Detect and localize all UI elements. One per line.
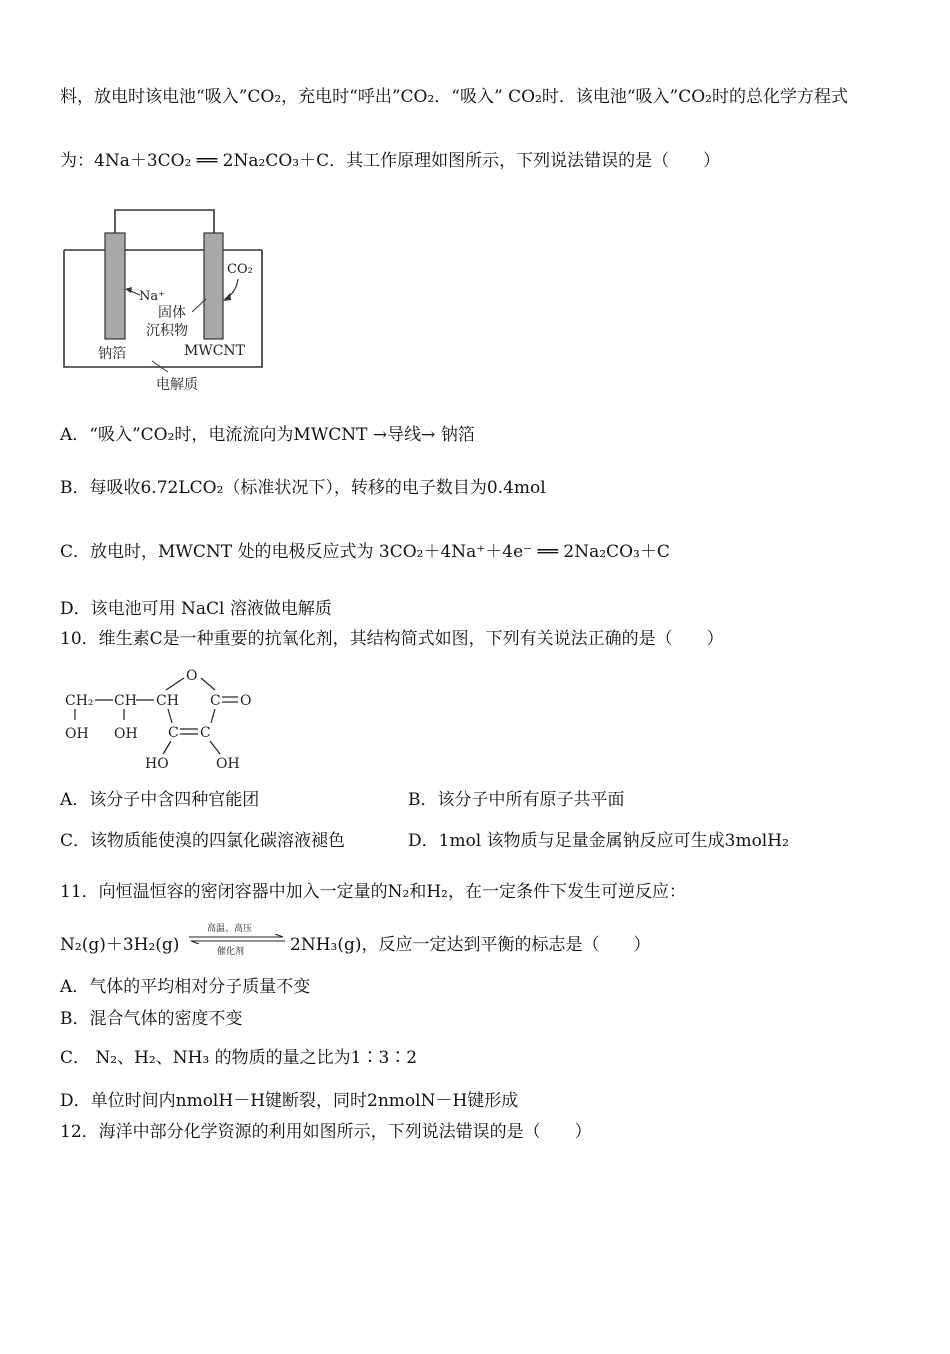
svg-text:HO: HO: [145, 756, 169, 772]
na-ion-label: Na⁺: [139, 289, 165, 304]
q11-option-d: D．单位时间内nmolH－H键断裂，同时2nmolN－H键形成: [60, 1091, 519, 1111]
reaction-condition-top: 高温、高压: [207, 924, 253, 934]
external-wire: [115, 210, 214, 233]
svg-text:OH: OH: [114, 726, 138, 742]
q10-option-b: B．该分子中所有原子共平面: [408, 790, 625, 810]
q11-stem: 11．向恒温恒容的密闭容器中加入一定量的N₂和H₂，在一定条件下发生可逆反应：: [60, 882, 686, 902]
svg-text:O: O: [240, 693, 252, 709]
mwcnt-label: MWCNT: [184, 343, 246, 359]
q9-option-d: D．该电池可用 NaCl 溶液做电解质: [60, 599, 332, 619]
q11-option-b: B．混合气体的密度不变: [60, 1009, 243, 1029]
solid-deposit-label-2: 沉积物: [146, 323, 188, 339]
svg-text:CH: CH: [156, 693, 179, 709]
co2-label: CO₂: [227, 262, 253, 277]
mwcnt-electrode: [204, 233, 223, 339]
reaction-condition-bottom: 催化剂: [217, 947, 245, 957]
svg-text:C: C: [168, 725, 179, 741]
q11-option-c: C． N₂、H₂、NH₃ 的物质的量之比为1∶3∶2: [60, 1048, 418, 1068]
q12-stem: 12．海洋中部分化学资源的利用如图所示，下列说法错误的是（ ）: [60, 1122, 592, 1142]
q9-intro-line1: 料，放电时该电池“吸入”CO₂，充电时“呼出”CO₂．“吸入” CO₂时．该电池“吸入”CO₂时的总化学方程式: [60, 87, 848, 107]
electrolyte-label: 电解质: [156, 377, 198, 393]
q10-option-d: D．1mol 该物质与足量金属钠反应可生成3molH₂: [408, 831, 789, 851]
sodium-foil-electrode: [105, 233, 125, 339]
svg-text:CH₂: CH₂: [65, 693, 94, 709]
q9-intro-line2: 为：4Na＋3CO₂ ══ 2Na₂CO₃＋C．其工作原理如图所示，下列说法错误的是（ ）: [60, 151, 721, 171]
q9-option-b: B．每吸收6.72LCO₂（标准状况下），转移的电子数目为0.4mol: [60, 478, 546, 498]
vitamin-c-structure: [60, 663, 270, 773]
q10-option-a: A．该分子中含四种官能团: [60, 790, 260, 810]
q10-option-c: C．该物质能使溴的四氯化碳溶液褪色: [60, 831, 346, 851]
sodium-foil-label: 钠箔: [98, 346, 126, 362]
q9-option-a: A．“吸入”CO₂时，电流流向为MWCNT →导线→ 钠箔: [60, 425, 475, 445]
reversible-arrow: [187, 921, 287, 961]
q11-equation-left: N₂(g)＋3H₂(g): [60, 935, 180, 955]
q11-option-a: A．气体的平均相对分子质量不变: [60, 977, 311, 997]
svg-text:O: O: [186, 668, 198, 684]
svg-text:C: C: [210, 693, 221, 709]
svg-text:C: C: [200, 725, 211, 741]
svg-text:OH: OH: [216, 756, 240, 772]
q11-equation-right: 2NH₃(g)，反应一定达到平衡的标志是（ ）: [290, 935, 651, 955]
q10-stem: 10．维生素C是一种重要的抗氧化剂，其结构简式如图，下列有关说法正确的是（ ）: [60, 629, 724, 649]
co2-arrow: [225, 279, 238, 299]
svg-text:CH: CH: [114, 693, 137, 709]
svg-text:OH: OH: [65, 726, 89, 742]
battery-diagram: [60, 205, 270, 395]
solid-deposit-label-1: 固体: [158, 305, 186, 321]
q9-option-c: C．放电时，MWCNT 处的电极反应式为 3CO₂＋4Na⁺＋4e⁻ ══ 2Na₂CO₃＋C: [60, 542, 670, 562]
